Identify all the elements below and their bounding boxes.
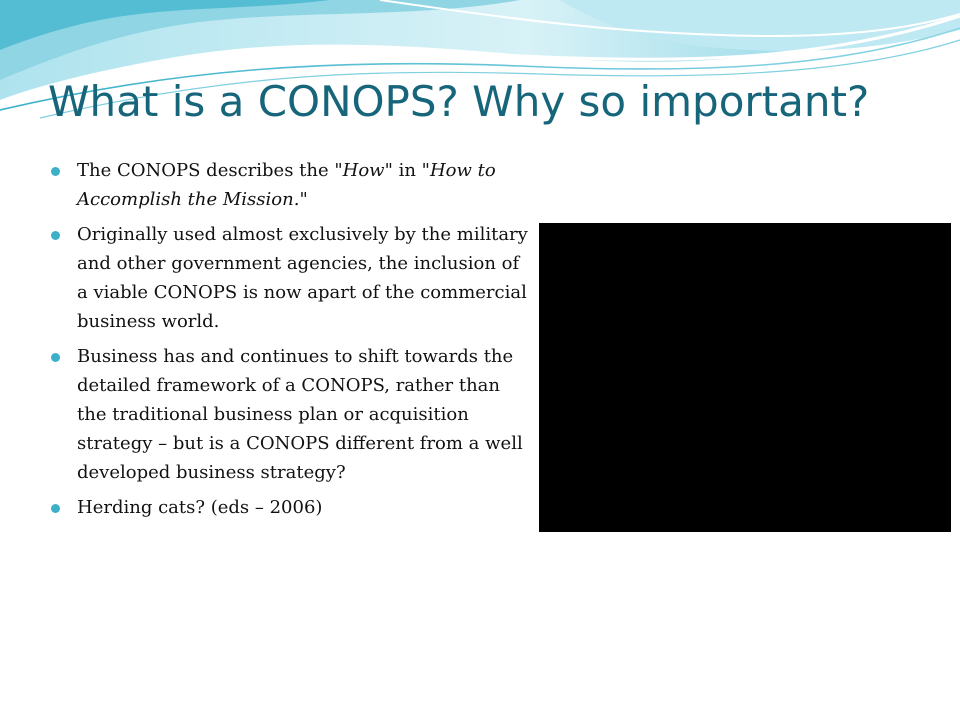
- bullet-text-segment: Business has and continues to shift towards the detailed framework of a CONOPS, rather than the traditional business plan or acquisition strategy – but is a CONOPS different from a well developed business strategy?: [77, 346, 523, 483]
- bullet-list: [50, 156, 530, 528]
- bullet-text: [77, 224, 528, 332]
- bullet-text-italic: How to Accomplish the Mission.: [77, 160, 496, 210]
- bullet-dot-icon: [51, 167, 60, 176]
- bullet-text-segment: " in ": [384, 160, 430, 181]
- bullet-item: [50, 342, 530, 487]
- bullet-item: [50, 493, 530, 522]
- black-media-box: [539, 223, 951, 532]
- bullet-item: [50, 220, 530, 336]
- bullet-text: [77, 160, 496, 210]
- bullet-text: [77, 346, 523, 483]
- bullet-item: [50, 156, 530, 214]
- bullet-text-segment: Originally used almost exclusively by the military and other government agencies, the inclusion of a viable CONOPS is now apart of the commercial business world.: [77, 224, 528, 332]
- bullet-text-segment: The CONOPS describes the ": [77, 160, 343, 181]
- bullet-text-segment: Herding cats? (eds – 2006): [77, 497, 323, 518]
- bullet-dot-icon: [51, 231, 60, 240]
- bullet-text-italic: How: [342, 160, 385, 181]
- slide-title: What is a CONOPS? Why so important?: [48, 77, 870, 126]
- bullet-dot-icon: [51, 504, 60, 513]
- bullet-text: [77, 497, 322, 518]
- bullet-text-segment: ": [299, 189, 308, 210]
- bullet-dot-icon: [51, 353, 60, 362]
